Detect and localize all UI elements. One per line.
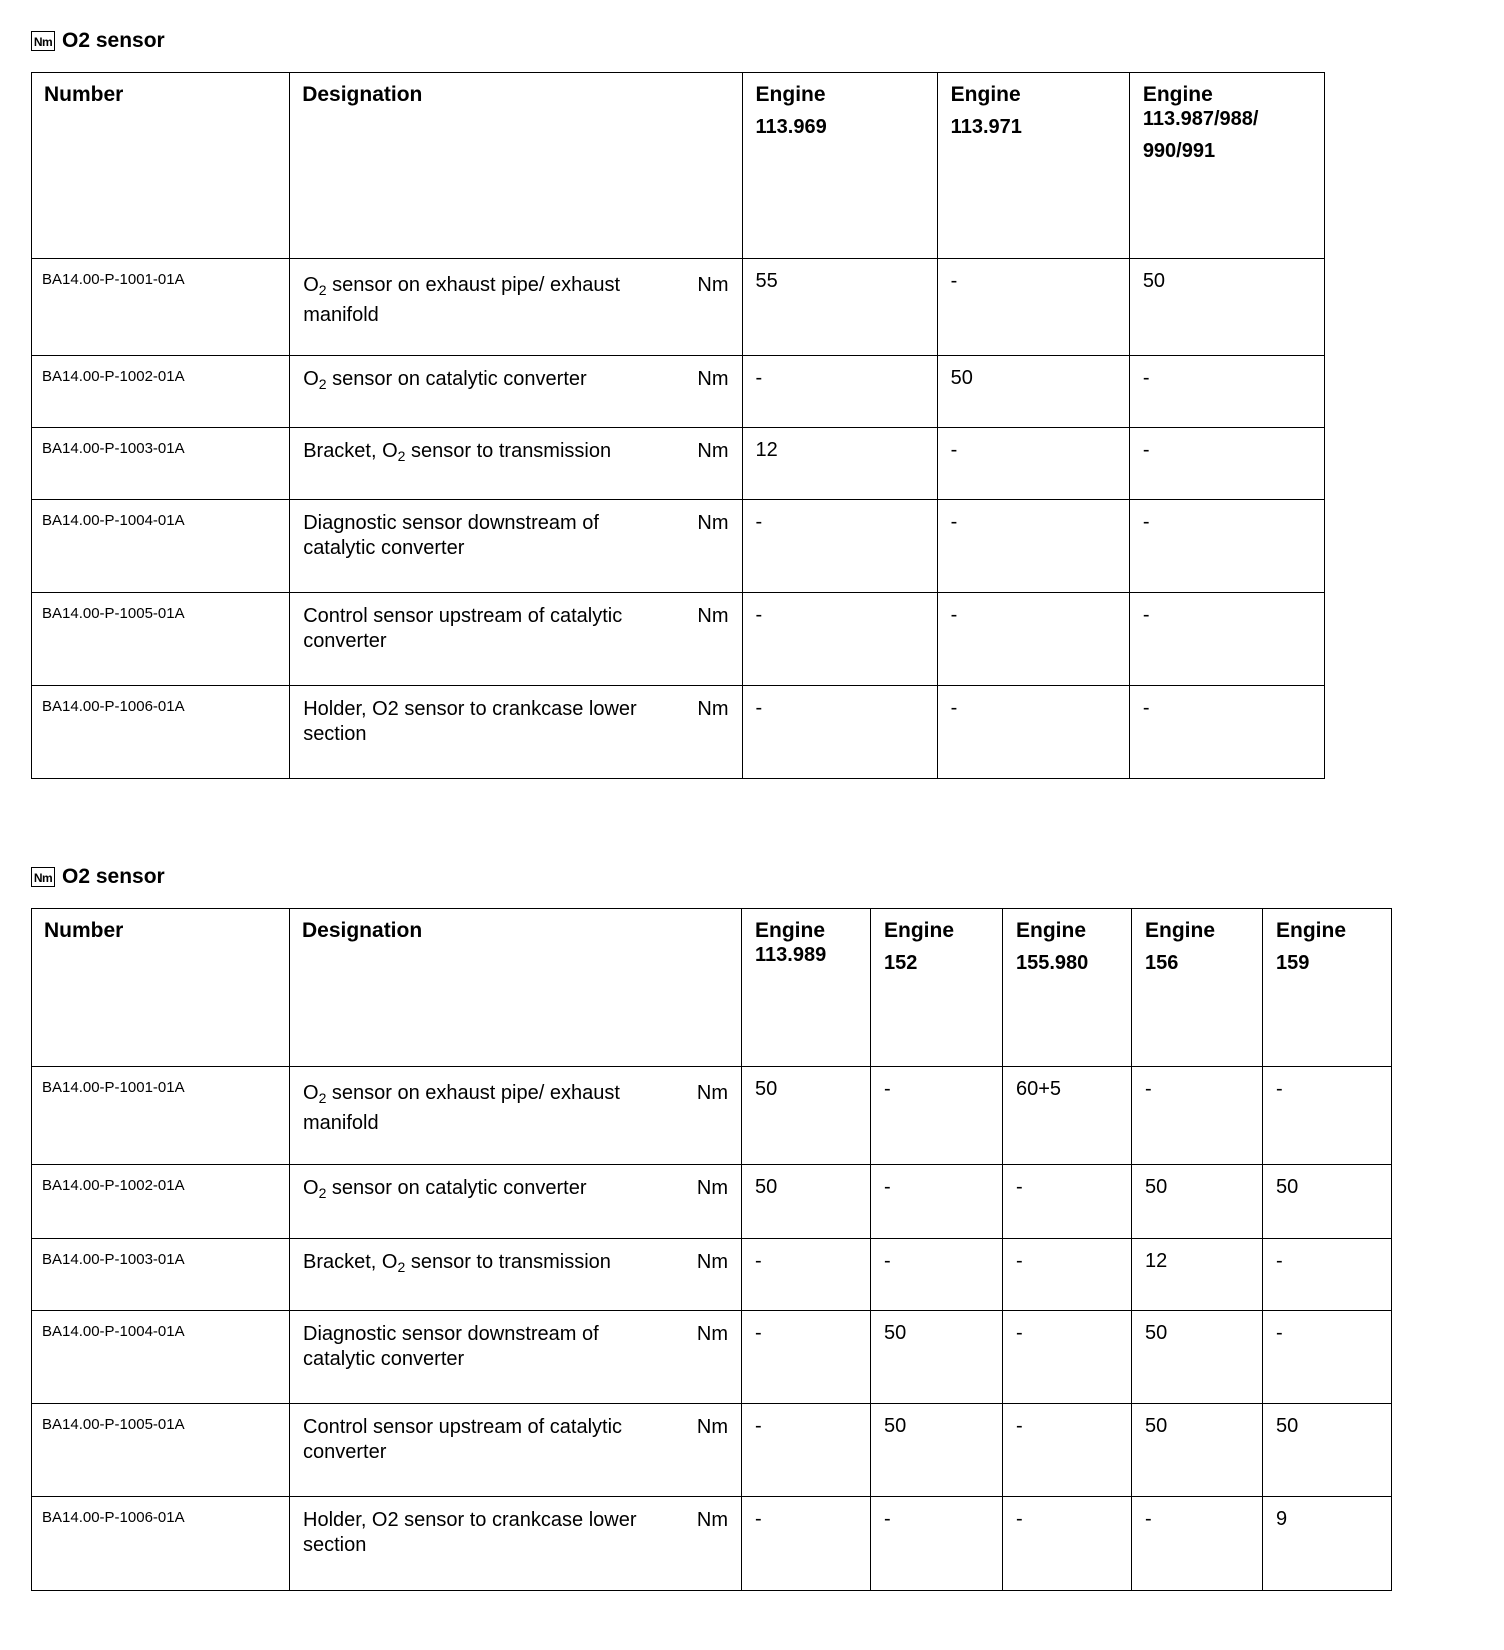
col-engine-header: Engine 159 (1263, 909, 1392, 1067)
designation-cell: $O_2$ sensor on exhaust pipe/ exhaust manifold Nm (290, 1067, 742, 1165)
torque-value: - (742, 356, 937, 428)
unit-label: Nm (696, 1251, 728, 1273)
torque-value: 12 (1132, 1239, 1263, 1311)
torque-value: - (1129, 593, 1324, 686)
torque-value: - (1003, 1165, 1132, 1239)
col-number-header: Number (32, 909, 290, 1067)
header-row (32, 73, 1325, 259)
designation-cell: Diagnostic sensor downstream of catalytic converter Nm (290, 500, 742, 593)
part-number: BA14.00-P-1001-01A (32, 1067, 290, 1165)
unit-label: Nm (697, 274, 729, 296)
torque-value: - (1129, 356, 1324, 428)
torque-value: - (937, 593, 1129, 686)
unit-label: Nm (697, 512, 729, 534)
torque-value: - (937, 686, 1129, 779)
col-engine-header: Engine 113.971 (937, 73, 1129, 259)
designation-cell: Control sensor upstream of catalytic converter Nm (290, 1404, 742, 1497)
col-engine-header: Engine 113.989 (742, 909, 871, 1067)
designation-cell: Diagnostic sensor downstream of catalytic converter Nm (290, 1311, 742, 1404)
col-engine-header: Engine 113.969 (742, 73, 937, 259)
torque-value: - (871, 1165, 1003, 1239)
table-row (32, 428, 1325, 500)
col-designation-header: Designation (290, 909, 742, 1067)
designation-cell: Holder, O2 sensor to crankcase lower section Nm (290, 686, 742, 779)
table-row (32, 500, 1325, 593)
torque-value: 50 (937, 356, 1129, 428)
torque-value: - (1263, 1067, 1392, 1165)
part-number: BA14.00-P-1003-01A (32, 428, 290, 500)
torque-value: - (871, 1239, 1003, 1311)
torque-value: 50 (1263, 1165, 1392, 1239)
torque-value: - (742, 1239, 871, 1311)
torque-nm-icon: Nm (31, 867, 55, 887)
torque-value: 60+5 (1003, 1067, 1132, 1165)
section-title: O2 sensor (62, 29, 165, 52)
designation-cell: Holder, O2 sensor to crankcase lower section Nm (290, 1497, 742, 1591)
part-number: BA14.00-P-1004-01A (32, 1311, 290, 1404)
col-number-header: Number (32, 73, 290, 259)
table-row (32, 1165, 1392, 1239)
section-heading (31, 28, 165, 54)
part-number: BA14.00-P-1003-01A (32, 1239, 290, 1311)
torque-value: - (1003, 1311, 1132, 1404)
torque-value: 50 (1129, 259, 1324, 356)
designation-cell: Control sensor upstream of catalytic converter Nm (290, 593, 742, 686)
table-row (32, 686, 1325, 779)
table-row (32, 1239, 1392, 1311)
part-number: BA14.00-P-1002-01A (32, 1165, 290, 1239)
col-engine-header: Engine 156 (1132, 909, 1263, 1067)
table-row (32, 1311, 1392, 1404)
torque-value: - (1132, 1497, 1263, 1591)
torque-value: - (1132, 1067, 1263, 1165)
unit-label: Nm (697, 368, 729, 390)
torque-value: - (742, 1497, 871, 1591)
designation-cell: $O_2$ sensor on catalytic converter Nm (290, 1165, 742, 1239)
torque-value: - (1003, 1497, 1132, 1591)
table-row (32, 1067, 1392, 1165)
torque-value: - (1129, 428, 1324, 500)
torque-value: 50 (871, 1311, 1003, 1404)
torque-section-2 (31, 864, 1347, 1556)
section-title: O2 sensor (62, 865, 165, 888)
unit-label: Nm (697, 440, 729, 462)
table-row (32, 1404, 1392, 1497)
unit-label: Nm (697, 698, 729, 720)
part-number: BA14.00-P-1004-01A (32, 500, 290, 593)
designation-cell: Bracket, $O_2$ sensor to transmission Nm (290, 1239, 742, 1311)
col-designation-header: Designation (290, 73, 742, 259)
torque-table (31, 72, 1325, 779)
torque-value: 50 (871, 1404, 1003, 1497)
torque-value: - (1263, 1311, 1392, 1404)
torque-value: - (1263, 1239, 1392, 1311)
torque-value: - (742, 686, 937, 779)
torque-value: 50 (742, 1165, 871, 1239)
torque-value: 50 (742, 1067, 871, 1165)
torque-value: - (937, 428, 1129, 500)
col-engine-header: Engine 113.987/988/ 990/991 (1129, 73, 1324, 259)
torque-value: 50 (1132, 1165, 1263, 1239)
torque-value: - (742, 1404, 871, 1497)
torque-value: 50 (1263, 1404, 1392, 1497)
part-number: BA14.00-P-1006-01A (32, 1497, 290, 1591)
part-number: BA14.00-P-1005-01A (32, 593, 290, 686)
table-row (32, 356, 1325, 428)
torque-table (31, 908, 1392, 1591)
unit-label: Nm (696, 1416, 728, 1438)
torque-value: - (1129, 500, 1324, 593)
col-engine-header: Engine 155.980 (1003, 909, 1132, 1067)
torque-value: 9 (1263, 1497, 1392, 1591)
torque-value: 12 (742, 428, 937, 500)
designation-cell: Bracket, $O_2$ sensor to transmission Nm (290, 428, 742, 500)
col-engine-header: Engine 152 (871, 909, 1003, 1067)
torque-value: - (937, 259, 1129, 356)
torque-value: - (1003, 1239, 1132, 1311)
part-number: BA14.00-P-1006-01A (32, 686, 290, 779)
designation-cell: $O_2$ sensor on exhaust pipe/ exhaust manifold Nm (290, 259, 742, 356)
part-number: BA14.00-P-1001-01A (32, 259, 290, 356)
torque-value: - (742, 500, 937, 593)
torque-value: - (1129, 686, 1324, 779)
torque-value: 55 (742, 259, 937, 356)
section-heading (31, 864, 165, 890)
unit-label: Nm (697, 605, 729, 627)
designation-cell: $O_2$ sensor on catalytic converter Nm (290, 356, 742, 428)
table-row (32, 1497, 1392, 1591)
unit-label: Nm (696, 1082, 728, 1104)
torque-value: - (937, 500, 1129, 593)
torque-value: - (871, 1067, 1003, 1165)
unit-label: Nm (696, 1509, 728, 1531)
table-row (32, 259, 1325, 356)
unit-label: Nm (696, 1177, 728, 1199)
torque-value: - (742, 593, 937, 686)
torque-nm-icon: Nm (31, 31, 55, 51)
part-number: BA14.00-P-1005-01A (32, 1404, 290, 1497)
torque-value: - (1003, 1404, 1132, 1497)
torque-value: - (742, 1311, 871, 1404)
torque-value: - (871, 1497, 1003, 1591)
torque-section-1 (31, 28, 1259, 745)
part-number: BA14.00-P-1002-01A (32, 356, 290, 428)
unit-label: Nm (696, 1323, 728, 1345)
torque-value: 50 (1132, 1404, 1263, 1497)
torque-value: 50 (1132, 1311, 1263, 1404)
header-row (32, 909, 1392, 1067)
table-row (32, 593, 1325, 686)
